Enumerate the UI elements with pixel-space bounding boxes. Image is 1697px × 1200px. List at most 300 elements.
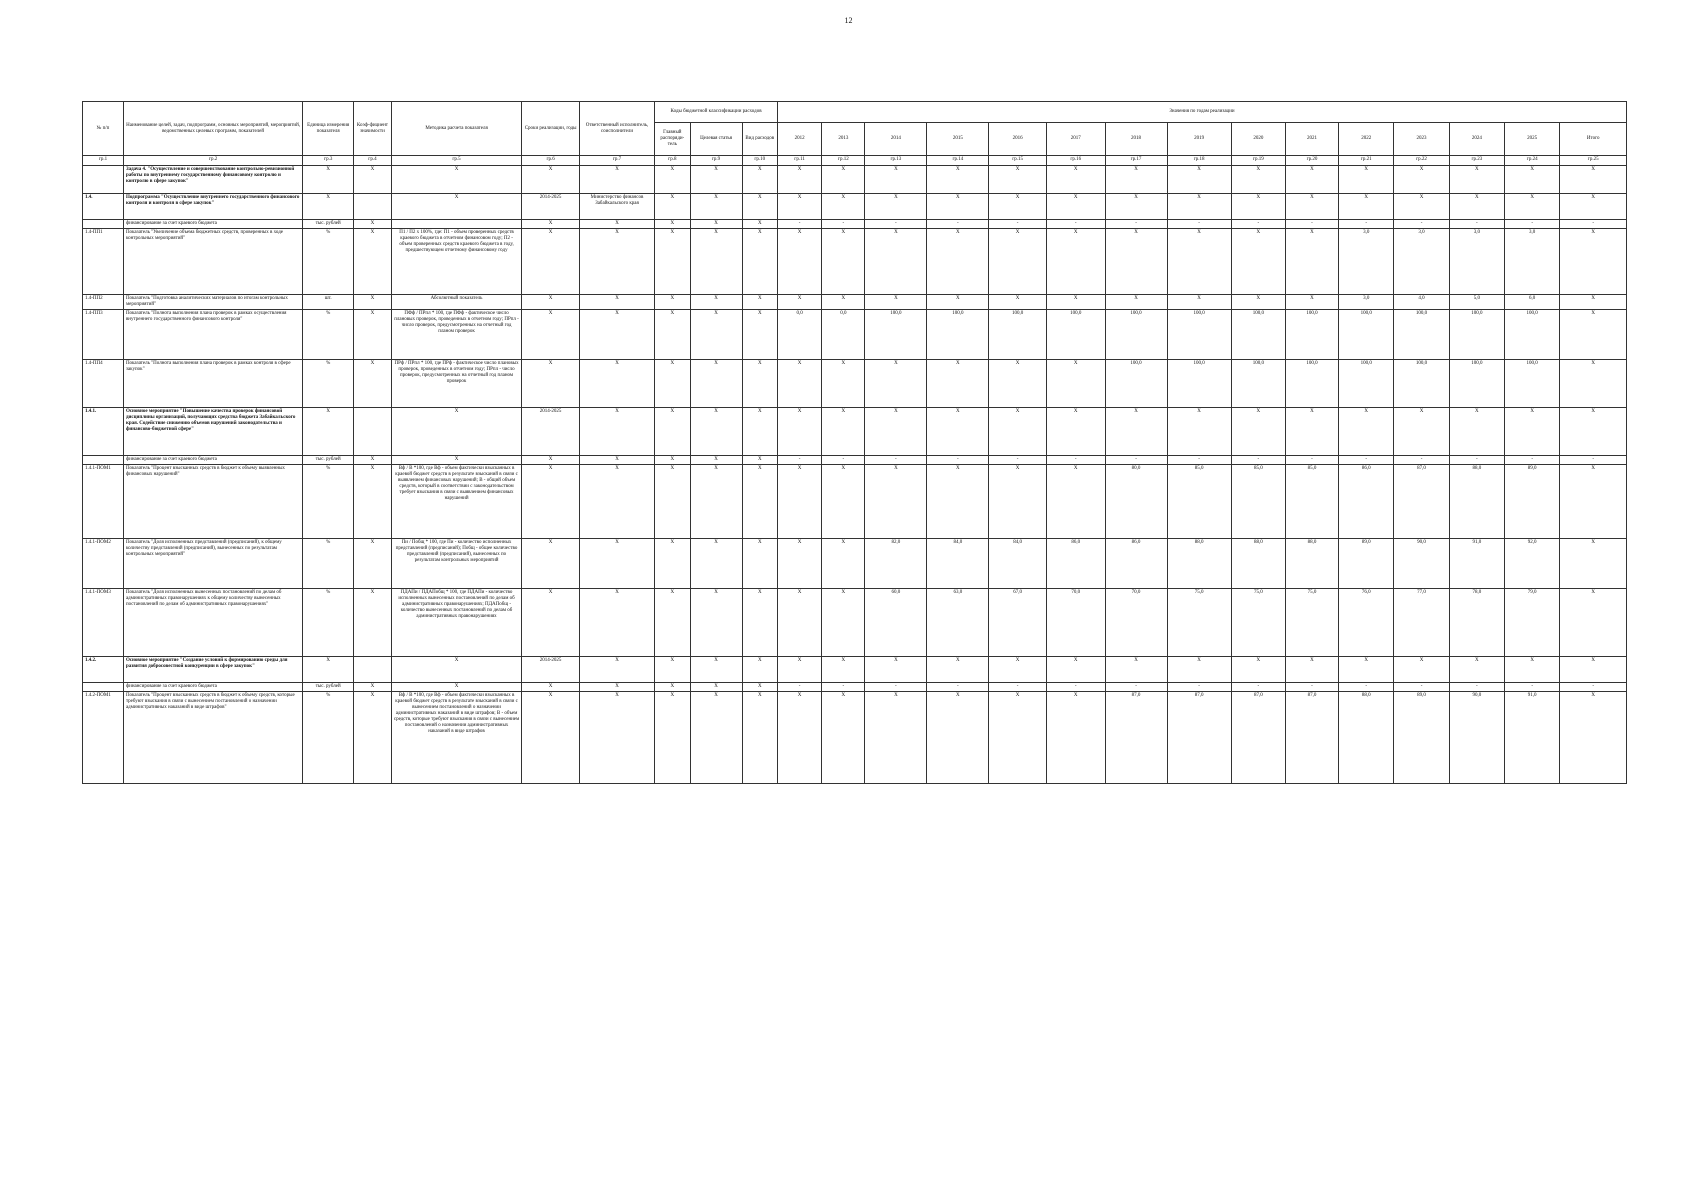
year-value-cell: 100,0 [1105,360,1167,408]
year-value-cell: - [1394,220,1449,229]
year-value-cell: X [1505,166,1560,194]
row-name-cell: финансирование за счет краевого бюджета [123,220,302,229]
year-value-cell: X [1449,194,1504,220]
year-value-cell: X [865,166,927,194]
row-number-cell: 1.4.1-ПОМ2 [83,539,124,589]
column-number: гр.18 [1167,156,1231,166]
year-value-cell: X [865,408,927,456]
year-value-cell: 82,0 [865,539,927,589]
year-value-cell: - [1231,456,1285,465]
code-item-cell: X [690,408,742,456]
terms-cell: 2014-2025 [522,194,580,220]
row-name-cell: Задача 4. "Осуществление и совершенствование контрольно-ревизионной работы по внутреннему государственному финансовому контролю и контролю в сфере закупок" [123,166,302,194]
code-type-cell: X [742,657,777,683]
row-name-cell: Показатель "Доля исполненных представлений (предписаний), к общему количеству представлений (предписаний), вынесенных по результатам контрольных мероприятий" [123,539,302,589]
header-budget-codes: Коды бюджетной классификации расходов [655,102,778,123]
year-value-cell: X [1449,657,1504,683]
code-type-cell: X [742,360,777,408]
code-item-cell: X [690,310,742,360]
year-value-cell: 100,0 [989,310,1047,360]
total-cell: X [1560,589,1627,657]
year-value-cell: 100,0 [1339,310,1394,360]
year-value-cell: - [822,220,865,229]
year-value-cell: X [777,539,821,589]
year-value-cell: X [1449,166,1504,194]
year-value-cell: - [989,456,1047,465]
year-value-cell: X [1285,408,1338,456]
year-value-cell: X [927,465,989,539]
terms-cell: X [522,295,580,310]
code-main-cell: X [655,692,690,784]
year-value-cell: 0,0 [822,310,865,360]
code-type-cell: X [742,229,777,295]
code-item-cell: X [690,194,742,220]
terms-cell: X [522,166,580,194]
year-value-cell: X [1046,194,1105,220]
code-main-cell: X [655,589,690,657]
coefficient-cell: X [354,465,392,539]
code-type-cell: X [742,194,777,220]
year-value-cell: 76,0 [1339,589,1394,657]
executor-cell: X [579,220,654,229]
year-value-cell: - [989,220,1047,229]
year-value-cell: 100,0 [1394,360,1449,408]
method-cell: Вф / В *100, где Вф - объем фактически взысканных в краевой бюджет средств в результате взысканий в связи с выявлением финансовых нарушений; В - общий объем средств, который в соответствии с законодательством требует взыскания в связи с выявлением финансовых нарушений [391,465,522,539]
year-value-cell: 85,0 [1231,465,1285,539]
column-number: гр.4 [354,156,392,166]
year-value-cell: - [927,220,989,229]
year-value-cell: X [1394,657,1449,683]
year-value-cell: 75,0 [1231,589,1285,657]
year-value-cell: - [1285,220,1338,229]
executor-cell: Министерство финансов Забайкальского края [579,194,654,220]
header-year: 2013 [822,123,865,156]
header-code-item: Целевая статья [690,123,742,156]
year-value-cell: X [1105,229,1167,295]
code-item-cell: X [690,683,742,692]
year-value-cell: - [1285,456,1338,465]
year-value-cell: 85,0 [1285,465,1338,539]
column-number: гр.13 [865,156,927,166]
method-cell: П1 / П2 х 100%, где: П1 - объем проверенных средств краевого бюджета в отчетном финансовом году; П2 - объем проверенных средств краевого бюджета в году, предшествующем отчетному финансовому году [391,229,522,295]
year-value-cell: X [777,692,821,784]
executor-cell: X [579,456,654,465]
code-item-cell: X [690,220,742,229]
year-value-cell: X [1167,295,1231,310]
year-value-cell: X [1231,657,1285,683]
terms-cell: X [522,456,580,465]
row-number-cell: 1.4.1-ПОМ1 [83,465,124,539]
year-value-cell: X [927,166,989,194]
column-number: гр.2 [123,156,302,166]
year-value-cell: X [1046,408,1105,456]
row-name-cell: Показатель "Процент взысканных средств в бюджет к объему выявленных финансовых нарушений" [123,465,302,539]
row-number-cell: 1.4-ПП2 [83,295,124,310]
table-row [83,166,1627,194]
coefficient-cell: X [354,456,392,465]
year-value-cell: - [1167,220,1231,229]
year-value-cell: 100,0 [1285,360,1338,408]
year-value-cell: X [1339,657,1394,683]
year-value-cell: X [1285,166,1338,194]
year-value-cell: 88,0 [1449,465,1504,539]
year-value-cell: - [777,456,821,465]
year-value-cell: - [822,456,865,465]
year-value-cell: X [777,229,821,295]
year-value-cell: 100,0 [1167,360,1231,408]
year-value-cell: 6,0 [1505,295,1560,310]
coefficient-cell: X [354,683,392,692]
coefficient-cell [354,408,392,456]
year-value-cell: X [1105,657,1167,683]
year-value-cell: X [1167,408,1231,456]
year-value-cell: X [777,465,821,539]
year-value-cell: 3,0 [1394,229,1449,295]
row-name-cell: Показатель "Подготовка аналитических материалов по итогам контрольных мероприятий" [123,295,302,310]
table-row [83,589,1627,657]
column-number-row [83,156,1627,166]
header-year: 2021 [1285,123,1338,156]
year-value-cell: 86,0 [1105,539,1167,589]
year-value-cell: - [1167,456,1231,465]
year-value-cell: 91,0 [1449,539,1504,589]
row-name-cell: Подпрограмма "Осуществление внутреннего государственного финансового контроля и контроля в сфере закупок" [123,194,302,220]
year-value-cell: X [822,657,865,683]
unit-cell: % [303,539,354,589]
table-row [83,295,1627,310]
year-value-cell: - [1105,683,1167,692]
row-name-cell: Показатель "Полнота выполнения плана проверок в рамках контроля в сфере закупок" [123,360,302,408]
year-value-cell: 84,0 [927,539,989,589]
header-year: 2017 [1046,123,1105,156]
header-method: Методика расчета показателя [391,102,522,156]
code-main-cell: X [655,310,690,360]
column-number: гр.1 [83,156,124,166]
table-row [83,465,1627,539]
code-type-cell: X [742,683,777,692]
year-value-cell: 88,0 [1167,539,1231,589]
year-value-cell: 86,0 [1046,539,1105,589]
row-number-cell [83,220,124,229]
year-value-cell: - [927,683,989,692]
total-cell: X [1560,166,1627,194]
year-value-cell: X [1505,194,1560,220]
header-year: 2016 [989,123,1047,156]
code-type-cell: X [742,295,777,310]
executor-cell: X [579,683,654,692]
header-unit: Единица измерения показателя [303,102,354,156]
year-value-cell: - [1394,456,1449,465]
header-year: 2015 [927,123,989,156]
code-type-cell: X [742,408,777,456]
table-row [83,539,1627,589]
executor-cell: X [579,657,654,683]
year-value-cell: X [865,360,927,408]
terms-cell: X [522,310,580,360]
year-value-cell: X [1339,408,1394,456]
year-value-cell: X [865,229,927,295]
year-value-cell: 4,0 [1394,295,1449,310]
code-item-cell: X [690,539,742,589]
table-row [83,456,1627,465]
year-value-cell: - [1449,220,1504,229]
method-cell: Абсолютный показатель [391,295,522,310]
unit-cell: тыс. рублей [303,683,354,692]
year-value-cell: - [1046,683,1105,692]
table-row [83,229,1627,295]
column-number: гр.3 [303,156,354,166]
year-value-cell: - [1339,456,1394,465]
year-value-cell: X [1046,465,1105,539]
table-row [83,683,1627,692]
year-value-cell: X [822,539,865,589]
year-value-cell: 100,0 [1231,310,1285,360]
year-value-cell: X [1394,194,1449,220]
row-name-cell: Основное мероприятие "Повышение качества проверок финансовой дисциплины организаций, получающих средства бюджета Забайкальского края. Содействие снижению объемов нарушений законодательства и финансово-бюджетной сфере" [123,408,302,456]
year-value-cell: X [1231,229,1285,295]
year-value-cell: X [1394,408,1449,456]
year-value-cell: X [1167,657,1231,683]
year-value-cell: 3,0 [1339,295,1394,310]
code-main-cell: X [655,360,690,408]
year-value-cell: 79,0 [1505,589,1560,657]
year-value-cell: X [1231,295,1285,310]
column-number: гр.21 [1339,156,1394,166]
code-item-cell: X [690,465,742,539]
header-year: 2018 [1105,123,1167,156]
column-number: гр.11 [777,156,821,166]
year-value-cell: - [1449,683,1504,692]
header-num: № п/п [83,102,124,156]
row-name-cell: Основное мероприятие "Создание условий к формированию среды для развития добросовестной конкуренции в сфере закупок" [123,657,302,683]
header-coef: Коэф-фициент значимости [354,102,392,156]
year-value-cell: X [927,194,989,220]
column-number: гр.15 [989,156,1047,166]
column-number: гр.8 [655,156,690,166]
code-main-cell: X [655,408,690,456]
unit-cell: X [303,166,354,194]
year-value-cell: X [777,360,821,408]
year-value-cell: - [1105,220,1167,229]
header-year: 2023 [1394,123,1449,156]
year-value-cell: - [1449,456,1504,465]
year-value-cell: - [777,683,821,692]
coefficient-cell: X [354,539,392,589]
header-year: 2020 [1231,123,1285,156]
year-value-cell: 100,0 [1285,310,1338,360]
column-number: гр.12 [822,156,865,166]
header-year: 2024 [1449,123,1504,156]
year-value-cell: 92,0 [1505,539,1560,589]
year-value-cell: X [989,229,1047,295]
year-value-cell: 100,0 [1505,310,1560,360]
unit-cell: % [303,589,354,657]
year-value-cell: X [1046,657,1105,683]
header-name: Наименование целей, задач, подпрограмм, основных мероприятий, мероприятий, ведомственных целевых программ, показателей [123,102,302,156]
executor-cell: X [579,360,654,408]
executor-cell: X [579,465,654,539]
year-value-cell: X [1339,194,1394,220]
unit-cell: % [303,692,354,784]
unit-cell: тыс. рублей [303,456,354,465]
row-number-cell [83,456,124,465]
program-table-container [82,101,1627,784]
year-value-cell: X [1285,194,1338,220]
year-value-cell: X [1046,295,1105,310]
code-type-cell: X [742,539,777,589]
row-number-cell [83,166,124,194]
header-code-main: Главный распоряди-тель [655,123,690,156]
executor-cell: X [579,539,654,589]
code-type-cell: X [742,310,777,360]
year-value-cell: X [927,408,989,456]
year-value-cell: - [1231,683,1285,692]
year-value-cell: X [1285,657,1338,683]
column-number: гр.10 [742,156,777,166]
year-value-cell: 91,0 [1505,692,1560,784]
year-value-cell: - [1231,220,1285,229]
method-cell: X [391,194,522,220]
year-value-cell: X [989,465,1047,539]
code-item-cell: X [690,456,742,465]
column-number: гр.25 [1560,156,1627,166]
year-value-cell: X [989,295,1047,310]
year-value-cell: - [1339,220,1394,229]
year-value-cell: 87,0 [1167,692,1231,784]
year-value-cell: 70,0 [1046,589,1105,657]
year-value-cell: X [865,295,927,310]
year-value-cell: X [1231,408,1285,456]
executor-cell: X [579,229,654,295]
year-value-cell: 100,0 [1046,310,1105,360]
year-value-cell: X [1285,295,1338,310]
year-value-cell: - [1105,456,1167,465]
column-number: гр.17 [1105,156,1167,166]
column-number: гр.9 [690,156,742,166]
terms-cell: X [522,683,580,692]
year-value-cell: 77,0 [1394,589,1449,657]
header-year: 2022 [1339,123,1394,156]
year-value-cell: X [1167,194,1231,220]
year-value-cell: 3,0 [1449,229,1504,295]
year-value-cell: X [865,465,927,539]
total-cell: X [1560,360,1627,408]
code-main-cell: X [655,220,690,229]
year-value-cell: X [1105,408,1167,456]
year-value-cell: X [777,657,821,683]
year-value-cell: - [1046,220,1105,229]
year-value-cell: X [822,465,865,539]
header-total: Итого [1560,123,1627,156]
executor-cell: X [579,310,654,360]
year-value-cell: 100,0 [927,310,989,360]
year-value-cell: X [1505,657,1560,683]
row-number-cell [83,683,124,692]
column-number: гр.22 [1394,156,1449,166]
terms-cell: X [522,220,580,229]
year-value-cell: 87,0 [1231,692,1285,784]
year-value-cell: X [777,589,821,657]
row-number-cell: 1.4.1. [83,408,124,456]
executor-cell: X [579,295,654,310]
year-value-cell: X [1394,166,1449,194]
year-value-cell: X [1046,166,1105,194]
page-number: 12 [844,16,853,25]
method-cell: ПРф / ПРпл * 100, где ПРф - фактическое число плановых проверок, проведенных в отчетном году; ПРпл - число проверок, предусмотренных на отчетный год планом проверок [391,360,522,408]
year-value-cell: X [927,657,989,683]
total-cell: X [1560,295,1627,310]
method-cell: X [391,657,522,683]
year-value-cell: X [989,166,1047,194]
coefficient-cell: X [354,295,392,310]
year-value-cell: 100,0 [1449,310,1504,360]
unit-cell: % [303,360,354,408]
year-value-cell: X [1285,229,1338,295]
coefficient-cell: X [354,360,392,408]
year-value-cell: X [777,166,821,194]
year-value-cell: X [822,692,865,784]
year-value-cell: - [989,683,1047,692]
year-value-cell: 67,0 [989,589,1047,657]
program-table [82,101,1627,784]
code-item-cell: X [690,657,742,683]
terms-cell: X [522,692,580,784]
method-cell: Вф / В *100, где Вф - объем фактически взысканных в краевой бюджет средств в результате взысканий в связи с вынесением постановлений о назначении административных наказаний в виде штрафов; В - объем средств, которые требуют взыскания в связи с вынесением постановлений о назначении административных наказаний в виде штрафов [391,692,522,784]
unit-cell: % [303,465,354,539]
year-value-cell: X [1231,194,1285,220]
year-value-cell: X [865,657,927,683]
year-value-cell: X [1505,408,1560,456]
year-value-cell: X [1339,166,1394,194]
code-main-cell: X [655,465,690,539]
year-value-cell: - [1339,683,1394,692]
year-value-cell: - [865,683,927,692]
year-value-cell: 84,0 [989,539,1047,589]
year-value-cell: 90,0 [1449,692,1504,784]
row-number-cell: 1.4.2. [83,657,124,683]
executor-cell: X [579,692,654,784]
unit-cell: тыс. рублей [303,220,354,229]
year-value-cell: X [1167,166,1231,194]
code-main-cell: X [655,166,690,194]
total-cell: - [1560,220,1627,229]
year-value-cell: 5,0 [1449,295,1504,310]
year-value-cell: - [927,456,989,465]
method-cell: ПФф / ПРпл * 100, где ПФф - фактическое число плановых проверок, проведенных в отчетном году; ПРпл - число проверок, предусмотренных на отчетный год планом проверок [391,310,522,360]
row-number-cell: 1.4-ПП3 [83,310,124,360]
year-value-cell: 100,0 [1231,360,1285,408]
column-number: гр.23 [1449,156,1504,166]
coefficient-cell [354,194,392,220]
year-value-cell: 86,0 [1339,465,1394,539]
year-value-cell: 0,0 [777,310,821,360]
code-main-cell: X [655,657,690,683]
unit-cell: шт. [303,295,354,310]
total-cell: X [1560,692,1627,784]
year-value-cell: 100,0 [1394,310,1449,360]
total-cell: X [1560,408,1627,456]
terms-cell: 2014-2025 [522,657,580,683]
code-type-cell: X [742,456,777,465]
table-row [83,194,1627,220]
year-value-cell: 60,0 [865,589,927,657]
year-value-cell: X [822,194,865,220]
header-year: 2019 [1167,123,1231,156]
unit-cell: X [303,657,354,683]
code-type-cell: X [742,589,777,657]
row-name-cell: финансирование за счет краевого бюджета [123,683,302,692]
year-value-cell: - [1394,683,1449,692]
